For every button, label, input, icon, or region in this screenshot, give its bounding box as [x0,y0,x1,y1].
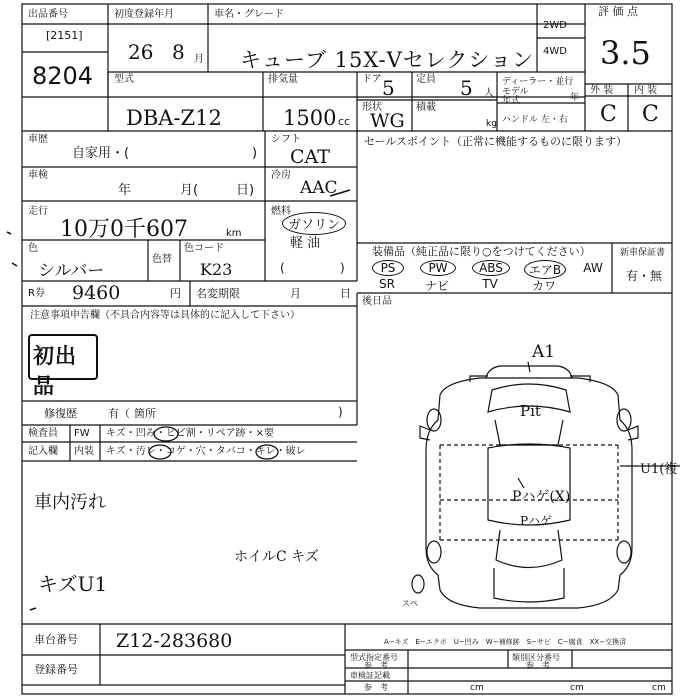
inspector-label-1: 検査員 [28,428,58,439]
diagram-spare: スペ [402,599,418,608]
size-cm-2: cm [570,683,584,693]
class-ref: 参 考 [526,661,550,670]
exterior-grade: C [600,102,617,127]
fw-label: FW [74,428,90,439]
equip-ps-circled: PS [372,260,404,276]
lot-sub: [2151] [46,29,83,42]
diagram-a1: A1 [532,342,556,362]
inspector-label-2: 記入欄 [28,446,58,457]
equip-airbag-circled: エアB [524,260,566,279]
recycle-label: R券 [28,288,45,299]
inspection-day: 日) [236,183,255,198]
cc-unit: cc [338,115,351,128]
color-value: シルバー [38,261,105,281]
fuel-paren-open: ( [280,261,285,275]
handle-label: ハンドル 左・右 [502,115,568,125]
ac-value: AAC [300,178,338,198]
handwritten-note-scratch: キズU1 [38,572,108,596]
seats-unit: 人 [484,88,494,99]
fuel-paren-close: ) [340,261,345,275]
inspection-month: 月( [180,183,199,198]
ac-label: 冷房 [271,170,291,181]
car-name: キューブ 15X-Ⅴセレクション [240,48,534,72]
inner-label: 内装 [74,446,94,457]
fw-items: キズ・凹み・ヒビ割・リペア跡・×要 [106,428,274,439]
notes-label: 注意事項申告欄（不具合内容等は具体的に記入して下さい） [30,310,300,321]
fuel-light: 軽 油 [290,236,321,251]
damage-legend: A−キズ E−エクボ U−凹み W−補修跡 S−サビ C−腐食 XX−交換済 [384,638,627,646]
color-code-label: 色コード [184,243,224,254]
seats-value: 5 [460,76,473,100]
stamp-text: 初出品 [33,344,77,398]
equip-navi: ナビ [424,279,449,293]
mileage-value: 10万0千607 [60,217,188,242]
history-label: 車歴 [28,134,48,145]
equip-pw-circled: PW [420,260,456,276]
mileage-unit: km [226,228,242,239]
inspection-year: 年 [118,183,132,198]
chassis-number: Z12-283680 [116,630,233,652]
shape-value: WG [370,110,405,132]
inner-items: キズ・汚レ・コゲ・穴・タバコ・キレ・破レ [106,446,306,457]
shift-value: CAT [290,146,330,168]
history-value: 自家用・( [72,146,130,161]
history-close: ) [252,146,258,161]
size-cm-1: cm [470,683,484,693]
diagram-phage-2: Pハゲ [520,514,553,528]
repair-label: 修復歴 [44,407,77,420]
fuel-gasoline-circled: ガソリン [282,212,346,235]
shape-label: 形状 [362,102,382,113]
reg-month-unit: 月 [194,54,204,65]
repair-value: 有（ [108,407,130,420]
deadline-day: 日 [340,287,351,300]
registration-label: 登録番号 [34,663,78,676]
class-label: 類別区分番号 [512,653,560,662]
color-code: K23 [200,260,233,279]
score-label: 評 価 点 [598,5,638,18]
fuel-label: 燃料 [271,206,291,217]
reg-label: 初度登録年月 [114,9,174,20]
paint-label: 色替 [152,254,172,265]
equip-tv: TV [482,277,498,291]
door-value: 5 [382,76,395,100]
name-label: 車名・グレード [214,9,284,20]
drive-2wd: 2WD [543,20,567,31]
lot-label: 出品番号 [28,9,68,20]
recycle-value: 9460 [72,282,121,304]
reg-year: 26 [128,40,154,64]
equip-sr: SR [379,277,395,291]
model-code: DBA-Z12 [126,106,222,130]
size-label: 車検証記載 [350,671,390,680]
shift-label: シフト [271,134,301,145]
seats-label: 定員 [416,74,436,85]
diagram-u1: U1(複 [640,462,678,477]
recycle-unit: 円 [170,287,181,300]
equip-leather: カワ [531,279,556,293]
lot-number: 8204 [32,62,94,90]
repair-paren: ) [338,405,343,419]
load-unit: kg [486,119,497,129]
exterior-label: 外 装 [590,85,614,96]
size-ref: 参 考 [364,683,388,692]
deadline-label: 名変期限 [196,287,240,300]
diagram-phage: Pハゲ(X) [512,489,571,505]
model-spec-ref: 参 考 [364,661,388,670]
handwritten-note-wheel: ホイルC キズ [234,549,319,565]
drive-4wd: 4WD [543,46,567,57]
mileage-label: 走行 [28,206,48,217]
interior-label: 内 装 [634,85,658,96]
equip-aw: AW [583,261,603,275]
model-label: 型式 [114,74,134,85]
equipment-label: 装備品（純正品に限り○をつけてください） [372,245,591,258]
reg-month: 8 [172,40,185,64]
equip-abs-circled: ABS [472,260,510,276]
warranty-label: 新車保証書 [620,248,666,258]
deadline-month: 月 [290,287,301,300]
repair-close: 箇所 [134,407,156,420]
sales-point-label: セールスポイント（正常に機能するものに限ります） [364,135,628,148]
year-unit: 年 [570,93,580,103]
cc-value: 1500 [283,106,337,130]
inspection-label: 車検 [28,170,48,181]
color-label: 色 [28,243,38,254]
cc-label: 排気量 [268,74,298,85]
diagram-pit: Pit [520,402,541,420]
warranty-value: 有・無 [626,269,663,283]
handwritten-note-interior: 車内汚れ [34,492,106,513]
interior-grade: C [642,102,659,127]
load-label: 積載 [416,102,436,113]
score: 3.5 [600,34,651,72]
later-items-label: 後日品 [362,296,392,307]
door-label: ドア [362,74,382,85]
size-cm-3: cm [652,683,666,693]
chassis-label: 車台番号 [34,633,78,646]
dealer-label: ディーラー・並行 [502,77,574,87]
model-year-label: モデル年式 [502,87,529,106]
model-spec-label: 型式指定番号 [350,653,398,662]
